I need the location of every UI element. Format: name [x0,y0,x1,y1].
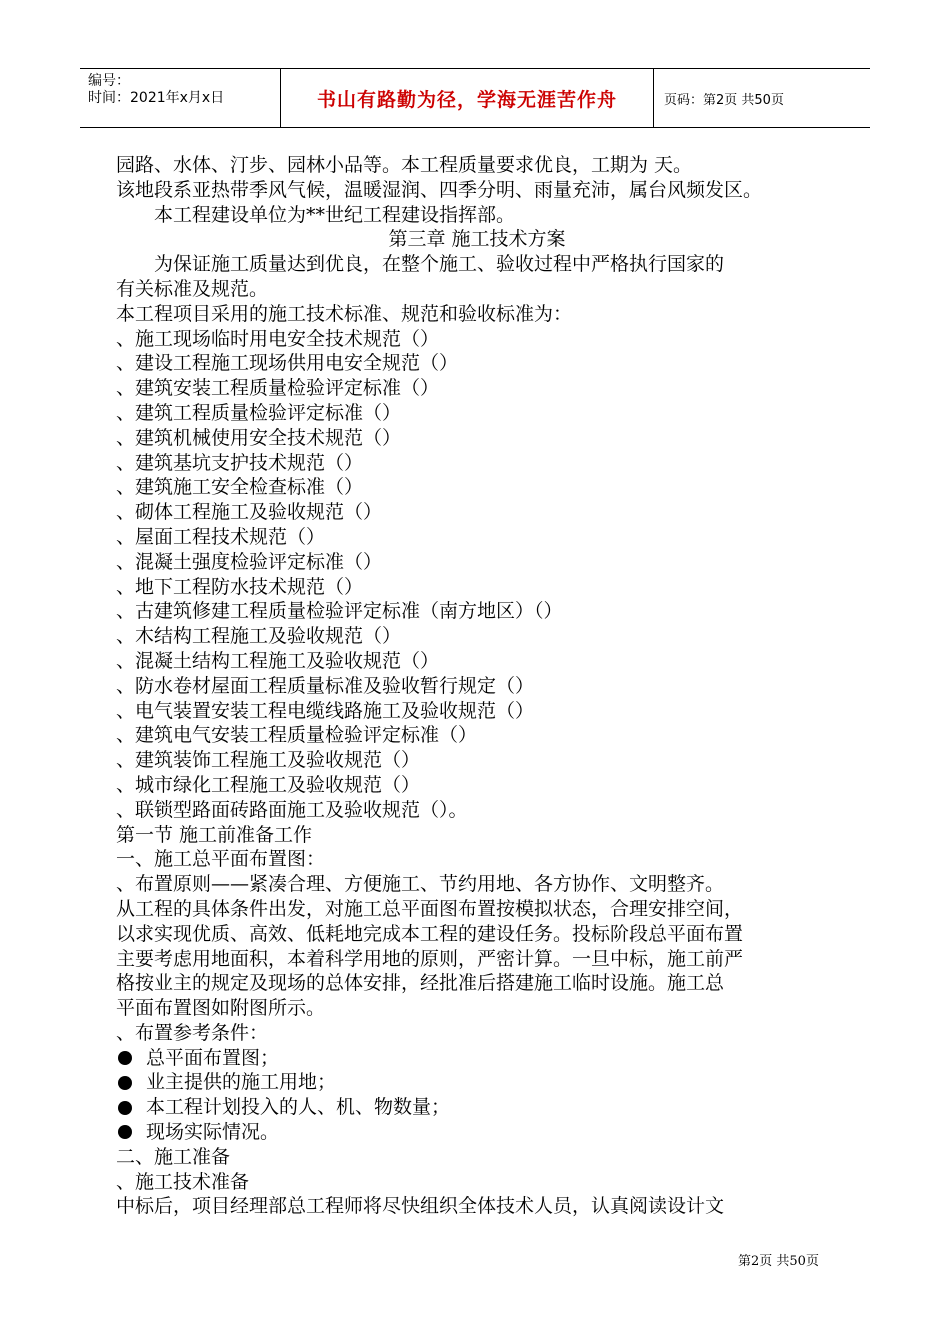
text-line: 第一节 施工前准备工作 [116,823,313,846]
text-line: 该地段系亚热带季风气候，温暖湿润、四季分明、雨量充沛，属台风频发区。 [116,178,763,201]
header-motto: 书山有路勤为径，学海无涯苦作舟 [281,69,654,127]
text-line: 为保证施工质量达到优良，在整个施工、验收过程中严格执行国家的 [154,253,725,276]
text-line: 、施工技术准备 [116,1170,250,1193]
text-line: 一、施工总平面布置图： [116,848,326,871]
text-line: 、建筑机械使用安全技术规范（） [116,426,402,449]
text-line: 、建设工程施工现场供用电安全规范（） [116,352,459,375]
text-line: 、布置原则——紧凑合理、方便施工、节约用地、各方协作、文明整齐。 [116,873,725,896]
document-date: 时间：2021年x月x日 [88,90,225,106]
text-line: 、建筑工程质量检验评定标准（） [116,401,402,424]
text-line: 、建筑装饰工程施工及验收规范（） [116,749,421,772]
text-line: 、混凝土强度检验评定标准（） [116,550,383,573]
text-line: 、防水卷材屋面工程质量标准及验收暂行规定（） [116,674,535,697]
text-line: 、地下工程防水技术规范（） [116,575,364,598]
text-line: 从工程的具体条件出发，对施工总平面图布置按模拟状态，合理安排空间， [116,897,744,920]
text-line: 中标后，项目经理部总工程师将尽快组织全体技术人员，认真阅读设计文 [116,1195,725,1218]
text-line: 主要考虑用地面积，本着科学用地的原则，严密计算。一旦中标，施工前严 [116,947,744,970]
text-line: 、建筑安装工程质量检验评定标准（） [116,377,440,400]
text-line: 、砌体工程施工及验收规范（） [116,501,383,524]
text-line: 有关标准及规范。 [116,277,269,300]
bullet-text: 本工程计划投入的人、机、物数量； [146,1096,451,1119]
bullet-text: 业主提供的施工用地； [146,1071,337,1094]
header-page-info: 页码：第2页 共50页 [664,92,784,108]
bullet-text: 总平面布置图； [146,1046,280,1069]
text-line: 、电气装置安装工程电缆线路施工及验收规范（） [116,699,535,722]
bullet-list-item [116,1046,838,1071]
text-line: 、木结构工程施工及验收规范（） [116,625,402,648]
text-line: 格按业主的规定及现场的总体安排，经批准后搭建施工临时设施。施工总 [116,972,725,995]
text-line: 、混凝土结构工程施工及验收规范（） [116,649,440,672]
bullet-list-item [116,1070,838,1095]
text-line: 、建筑基坑支护技术规范（） [116,451,364,474]
text-line: 二、施工准备 [116,1145,231,1168]
text-line: 、建筑施工安全检查标准（） [116,476,364,499]
text-line: 平面布置图如附图所示。 [116,997,326,1020]
text-line: 以求实现优质、高效、低耗地完成本工程的建设任务。投标阶段总平面布置 [116,922,744,945]
chapter-heading: 第三章 施工技术方案 [388,228,566,251]
text-line: 本工程建设单位为**世纪工程建设指挥部。 [154,203,516,226]
text-line: 、布置参考条件： [116,1021,269,1044]
text-line: 、古建筑修建工程质量检验评定标准（南方地区）（） [116,600,563,623]
page-footer: 第2页 共50页 [738,1254,819,1269]
text-line: 、建筑电气安装工程质量检验评定标准（） [116,724,478,747]
bullet-icon [118,1051,132,1065]
bullet-icon [118,1076,132,1090]
bullet-list-item [116,1095,838,1120]
header-left-cell [80,69,281,127]
text-line: 、城市绿化工程施工及验收规范（） [116,773,421,796]
text-line: 园路、水体、汀步、园林小品等。本工程质量要求优良，工期为 天。 [116,154,693,176]
text-line: 本工程项目采用的施工技术标准、规范和验收标准为： [116,302,573,325]
text-line: 、联锁型路面砖路面施工及验收规范（）。 [116,798,468,821]
bullet-icon [118,1101,132,1115]
text-line: 、施工现场临时用电安全技术规范（） [116,327,440,350]
text-line: 、屋面工程技术规范（） [116,525,326,548]
document-number-label: 编号： [88,73,130,89]
page-header [80,68,870,128]
bullet-list-item [116,1120,838,1145]
bullet-text: 现场实际情况。 [146,1121,280,1144]
bullet-icon [118,1125,132,1139]
document-body [116,153,838,1219]
